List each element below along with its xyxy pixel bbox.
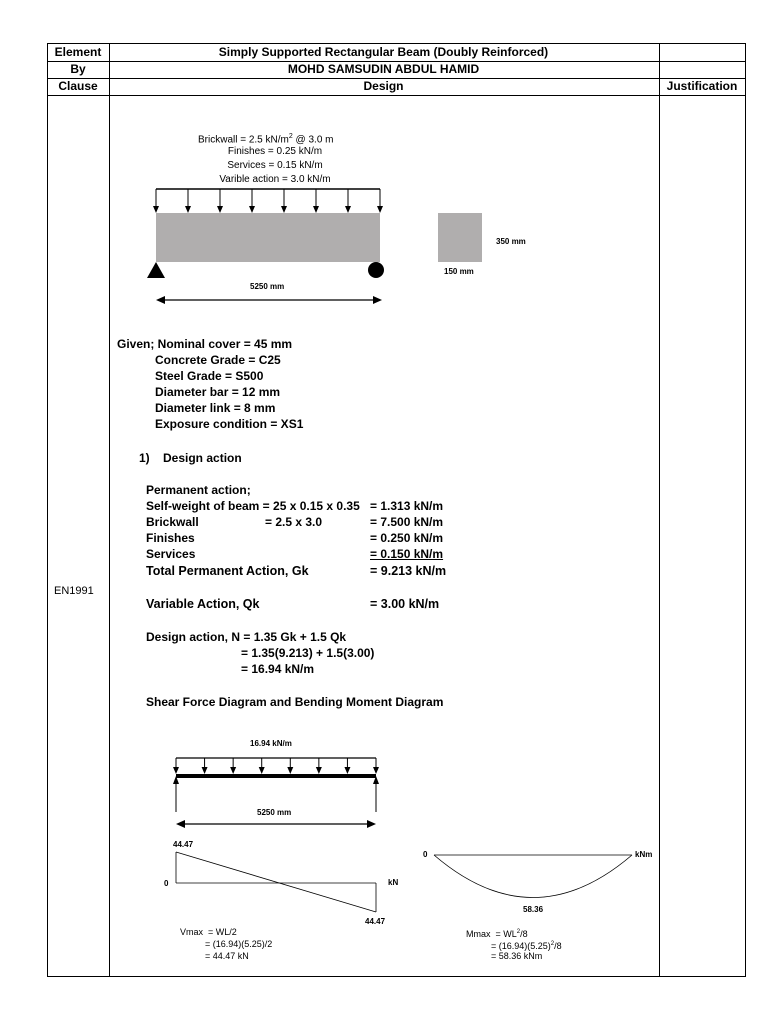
- udl-arrow-0-icon: [173, 767, 179, 774]
- selfweight-label: Self-weight of beam = 25 x 0.15 x 0.35: [146, 499, 360, 513]
- element-value: Simply Supported Rectangular Beam (Doubly Reinforced): [218, 45, 549, 59]
- vmax-line1: Vmax = WL/2: [180, 927, 237, 937]
- udl-arrow-1-icon: [202, 767, 208, 774]
- element-label: Element: [54, 45, 102, 59]
- udl-arrow-6-icon: [344, 767, 350, 774]
- design-action-n-line1: Design action, N = 1.35 Gk + 1.5 Qk: [146, 630, 347, 644]
- span2-arrow-right-icon: [367, 820, 376, 828]
- given-concrete: Concrete Grade = C25: [155, 353, 281, 367]
- sfd-span-label: 5250 mm: [257, 808, 292, 817]
- udl-arrow-3-icon: [259, 767, 265, 774]
- finishes-value: = 0.250 kN/m: [370, 531, 444, 545]
- udl-arrow-4-icon: [287, 767, 293, 774]
- design-action-n-line3: = 16.94 kN/m: [241, 662, 315, 676]
- load-arrow-5-icon: [313, 206, 319, 213]
- services-value: = 0.150 kN/m: [370, 547, 444, 561]
- udl-arrows: [173, 758, 379, 774]
- given-cover: Given; Nominal cover = 45 mm: [117, 337, 293, 351]
- finishes-label: Finishes: [146, 531, 195, 545]
- section-height-label: 350 mm: [496, 237, 526, 246]
- sf-unit-label: kN: [388, 878, 399, 887]
- clause-label: Clause: [58, 79, 98, 93]
- mmax-line3: = 58.36 kNm: [491, 951, 543, 961]
- permanent-heading: Permanent action;: [146, 483, 251, 497]
- load-arrow-6-icon: [345, 206, 351, 213]
- variable-label: Variable Action, Qk: [146, 597, 260, 611]
- sfd-loading-beam: [173, 758, 379, 828]
- design-action-heading: 1) Design action: [139, 451, 242, 465]
- sf-right-value: 44.47: [365, 917, 386, 926]
- load-arrow-2-icon: [217, 206, 223, 213]
- clause-reference: EN1991: [54, 585, 94, 597]
- by-label: By: [70, 62, 86, 76]
- design-label: Design: [363, 79, 404, 93]
- total-permanent-label: Total Permanent Action, Gk: [146, 564, 309, 578]
- load-arrow-4-icon: [281, 206, 287, 213]
- justification-label: Justification: [666, 79, 738, 93]
- variable-value: = 3.00 kN/m: [370, 597, 440, 611]
- span2-arrow-left-icon: [176, 820, 185, 828]
- diagrams-heading: Shear Force Diagram and Bending Moment Diagram: [146, 695, 444, 709]
- load-line-brickwall: Brickwall = 2.5 $kN/m^2$ @ 3.0 m: [198, 133, 334, 146]
- mmax-line2: = $(16.94)(5.25)^2/8$: [491, 941, 562, 951]
- bmd-curve: [434, 855, 632, 898]
- beam-loading-diagram: [147, 189, 482, 304]
- design-action-n-line2: = 1.35(9.213) + 1.5(3.00): [241, 646, 375, 660]
- by-value: MOHD SAMSUDIN ABDUL HAMID: [287, 62, 480, 76]
- load-arrows: [153, 189, 383, 213]
- beam2-body: [176, 774, 376, 778]
- total-permanent-value: = 9.213 kN/m: [370, 564, 447, 578]
- given-diameter-link: Diameter link = 8 mm: [155, 401, 276, 415]
- bm-zero-label: 0: [423, 850, 428, 859]
- beam-body: [156, 213, 380, 262]
- given-diameter-bar: Diameter bar = 12 mm: [155, 385, 281, 399]
- bending-moment-diagram: [434, 855, 632, 898]
- brickwall-label: Brickwall: [146, 515, 199, 529]
- brickwall-calc: = 2.5 x 3.0: [265, 515, 323, 529]
- selfweight-value: = 1.313 kN/m: [370, 499, 444, 513]
- bm-unit-label: kNm: [635, 850, 653, 859]
- vmax-line3: = 44.47 kN: [205, 951, 249, 961]
- sf-zero-label: 0: [164, 879, 169, 888]
- mmax-line1: $Mmax = WL^2/8$: [466, 929, 528, 939]
- given-steel: Steel Grade = S500: [155, 369, 264, 383]
- load-line-variable: Varible action = 3.0 kN/m: [219, 174, 331, 185]
- given-exposure: Exposure condition = XS1: [155, 417, 304, 431]
- load-arrow-0-icon: [153, 206, 159, 213]
- beam-span-label: 5250 mm: [250, 282, 285, 291]
- load-arrow-1-icon: [185, 206, 191, 213]
- section-width-label: 150 mm: [444, 267, 474, 276]
- udl-arrow-2-icon: [230, 767, 236, 774]
- span-arrow-left-icon: [156, 296, 165, 304]
- sf-left-value: 44.47: [173, 840, 194, 849]
- load-line-services: Services = 0.15 kN/m: [227, 160, 323, 171]
- udl-arrow-7-icon: [373, 767, 379, 774]
- udl-label: 16.94 kN/m: [250, 739, 292, 748]
- services-label: Services: [146, 547, 196, 561]
- load-line-finishes: Finishes = 0.25 kN/m: [227, 146, 323, 157]
- pin-support-icon: [147, 262, 165, 278]
- udl-arrow-5-icon: [316, 767, 322, 774]
- span-arrow-right-icon: [373, 296, 382, 304]
- bm-max-label: 58.36: [523, 905, 544, 914]
- vmax-line2: = (16.94)(5.25)/2: [205, 939, 273, 949]
- beam-cross-section: [438, 213, 482, 262]
- shear-force-diagram: [176, 852, 376, 912]
- sfd-slope: [176, 852, 376, 912]
- load-arrow-3-icon: [249, 206, 255, 213]
- brickwall-value: = 7.500 kN/m: [370, 515, 444, 529]
- load-arrow-7-icon: [377, 206, 383, 213]
- roller-support-icon: [368, 262, 384, 278]
